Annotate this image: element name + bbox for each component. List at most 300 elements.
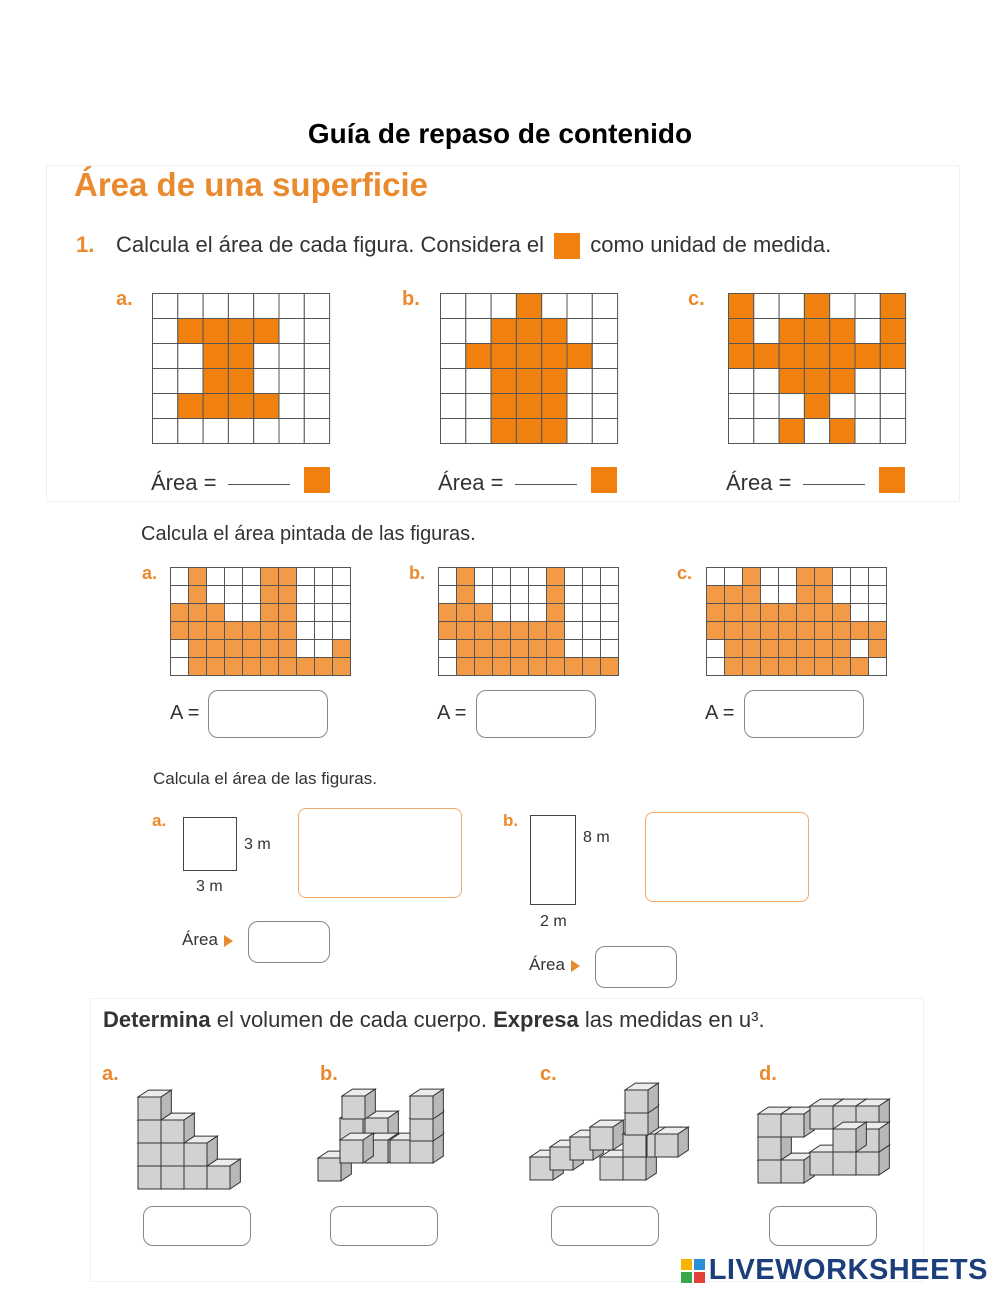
grid-cell-filled [254, 394, 279, 419]
grid-cell-filled [779, 344, 804, 369]
grid-cell-filled [830, 319, 855, 344]
grid-cell-filled [279, 622, 297, 640]
grid-cell-filled [707, 622, 725, 640]
item-label-b: b. [320, 1063, 338, 1085]
item-label-c: c. [540, 1063, 557, 1085]
grid-cell-filled [779, 658, 797, 676]
grid-cell [830, 294, 855, 319]
cube-face [655, 1134, 678, 1157]
grid-cell [297, 568, 315, 586]
cube-face [138, 1097, 161, 1120]
instruction-before: Calcula el área de cada figura. Considera el [116, 232, 545, 257]
grid-cell [833, 568, 851, 586]
cube-face [410, 1140, 433, 1163]
grid-cell [779, 394, 804, 419]
grid-cell [333, 604, 351, 622]
grid-cell [333, 568, 351, 586]
grid-cell-filled [547, 604, 565, 622]
cube-face [810, 1152, 833, 1175]
cube-face [410, 1096, 433, 1119]
grid-cell-filled [729, 294, 754, 319]
grid-cell [441, 394, 466, 419]
grid-cell [491, 294, 516, 319]
answer-blank-a[interactable] [228, 484, 290, 485]
grid-cell-filled [815, 640, 833, 658]
grid-cell [153, 344, 178, 369]
grid-cell [851, 568, 869, 586]
grid-cell [592, 294, 617, 319]
grid-cell [439, 568, 457, 586]
area-label: Área = [151, 470, 217, 495]
grid-cell-filled [725, 622, 743, 640]
grid-cell [880, 369, 905, 394]
grid-cell-filled [547, 568, 565, 586]
grid-cell-filled [228, 344, 253, 369]
grid-cell [304, 319, 329, 344]
grid-cell [279, 344, 304, 369]
grid-cell [254, 419, 279, 444]
grid-cell [441, 294, 466, 319]
grid-cell-filled [297, 658, 315, 676]
grid-cell-filled [203, 319, 228, 344]
grid-cell [171, 586, 189, 604]
grid-cell-filled [228, 369, 253, 394]
grid-cell-filled [779, 604, 797, 622]
grid-cell-filled [529, 640, 547, 658]
grid-cell-filled [225, 622, 243, 640]
cube-face [781, 1114, 804, 1137]
grid-cell-filled [279, 640, 297, 658]
grid-cell [178, 369, 203, 394]
grid-cell-filled [797, 658, 815, 676]
grid-cell-filled [707, 586, 725, 604]
section4-instruction [103, 1007, 765, 1033]
area-label: A = [170, 702, 200, 724]
grid-cell [466, 369, 491, 394]
grid-cell [153, 319, 178, 344]
unit-square-icon [304, 467, 330, 493]
area-label: Área = [726, 470, 792, 495]
cube-face [138, 1143, 161, 1166]
grid-cell-filled [743, 586, 761, 604]
grid-cell-filled [315, 658, 333, 676]
grid-cell-filled [511, 622, 529, 640]
grid-cell [243, 586, 261, 604]
grid-cell [279, 319, 304, 344]
grid-cell-filled [207, 622, 225, 640]
cube-face [184, 1166, 207, 1189]
grid-cell-filled [833, 604, 851, 622]
grid-cell-filled [207, 658, 225, 676]
section1-heading: Área de una superficie [74, 166, 428, 203]
grid-cell [855, 369, 880, 394]
grid-cell [243, 568, 261, 586]
grid-cell-filled [228, 319, 253, 344]
grid-cell [153, 369, 178, 394]
area-label: Área [529, 955, 565, 974]
grid-cell-filled [797, 586, 815, 604]
grid-cell [707, 568, 725, 586]
grid-cell [729, 419, 754, 444]
grid-cell [304, 394, 329, 419]
cube-figure-c [525, 1082, 690, 1190]
cube-figure-b [310, 1078, 450, 1188]
cube-face [410, 1118, 433, 1141]
answer-box-4b[interactable] [330, 1206, 438, 1246]
grid-cell-filled [851, 658, 869, 676]
grid-cell [869, 586, 887, 604]
cube-face [623, 1157, 646, 1180]
grid-cell [153, 419, 178, 444]
grid-cell [754, 419, 779, 444]
grid-cell [529, 568, 547, 586]
grid-cell-filled [830, 344, 855, 369]
item-label-a: a. [102, 1063, 119, 1085]
grid-cell-filled [475, 604, 493, 622]
grid-1c [728, 293, 907, 445]
grid-cell-filled [203, 394, 228, 419]
grid-cell [529, 604, 547, 622]
grid-cell-filled [855, 344, 880, 369]
grid-cell-filled [243, 622, 261, 640]
grid-cell [855, 294, 880, 319]
grid-cell-filled [171, 604, 189, 622]
grid-cell [279, 419, 304, 444]
unit-square-icon [879, 467, 905, 493]
grid-cell-filled [189, 568, 207, 586]
grid-cell [707, 640, 725, 658]
item-label-b: b. [503, 811, 519, 830]
grid-cell [725, 568, 743, 586]
grid-cell-filled [815, 568, 833, 586]
instruction-after: como unidad de medida. [590, 232, 832, 257]
grid-cell [297, 604, 315, 622]
square-shape [183, 817, 237, 871]
liveworksheets-logo[interactable] [681, 1254, 988, 1287]
grid-cell [707, 658, 725, 676]
grid-cell-filled [567, 344, 592, 369]
grid-cell [153, 394, 178, 419]
grid-cell [441, 419, 466, 444]
grid-cell-filled [754, 344, 779, 369]
grid-cell-filled [457, 604, 475, 622]
grid-cell-filled [475, 622, 493, 640]
section3-instruction: Calcula el área de las figuras. [153, 769, 377, 788]
grid-cell-filled [207, 640, 225, 658]
grid-cell-filled [797, 640, 815, 658]
item-label-d: d. [759, 1063, 777, 1085]
grid-cell [601, 604, 619, 622]
side-label-a: 3 m [244, 836, 271, 853]
grid-cell-filled [830, 419, 855, 444]
grid-cell [493, 604, 511, 622]
area-label: A = [705, 702, 735, 724]
grid-cell-filled [228, 394, 253, 419]
grid-cell-filled [457, 622, 475, 640]
work-box-b[interactable] [645, 812, 809, 902]
work-box-a[interactable] [298, 808, 462, 898]
grid-cell-filled [797, 622, 815, 640]
grid-cell [315, 568, 333, 586]
area-answer-b [438, 470, 577, 496]
grid-cell [225, 568, 243, 586]
answer-blank-c[interactable] [803, 484, 865, 485]
grid-cell-filled [243, 658, 261, 676]
grid-cell [439, 658, 457, 676]
grid-cell [228, 419, 253, 444]
grid-cell [243, 604, 261, 622]
grid-cell [225, 586, 243, 604]
grid-cell [565, 568, 583, 586]
grid-cell [567, 419, 592, 444]
grid-cell [304, 419, 329, 444]
grid-cell [567, 319, 592, 344]
grid-cell-filled [779, 640, 797, 658]
cube-face [758, 1160, 781, 1183]
grid-cell [754, 369, 779, 394]
grid-cell [304, 369, 329, 394]
grid-cell-filled [203, 369, 228, 394]
cube-face [161, 1166, 184, 1189]
grid-cell [855, 419, 880, 444]
grid-cell [207, 568, 225, 586]
area-label: Área = [438, 470, 504, 495]
grid-cell [297, 640, 315, 658]
grid-cell [855, 394, 880, 419]
grid-cell [178, 419, 203, 444]
grid-cell [207, 586, 225, 604]
answer-box-2c[interactable] [744, 690, 864, 738]
grid-cell [583, 604, 601, 622]
grid-cell-filled [261, 586, 279, 604]
grid-cell [880, 419, 905, 444]
grid-cell-filled [254, 319, 279, 344]
grid-cell-filled [547, 658, 565, 676]
grid-cell [601, 586, 619, 604]
answer-box-2b[interactable] [476, 690, 596, 738]
grid-cell-filled [779, 369, 804, 394]
grid-cell [297, 586, 315, 604]
grid-cell [729, 369, 754, 394]
grid-cell-filled [869, 640, 887, 658]
item-label-a: a. [142, 563, 158, 583]
item-label-a: a. [116, 288, 133, 310]
cube-face [161, 1120, 184, 1143]
grid-cell [493, 568, 511, 586]
area-arrow-label-b [529, 955, 580, 975]
grid-cell-filled [815, 622, 833, 640]
grid-1a [152, 293, 331, 445]
cube-face [318, 1158, 341, 1181]
grid-cell-filled [466, 344, 491, 369]
grid-cell-filled [851, 622, 869, 640]
grid-cell [565, 622, 583, 640]
grid-cell-filled [815, 604, 833, 622]
grid-cell [178, 344, 203, 369]
grid-cell [830, 394, 855, 419]
grid-cell [592, 344, 617, 369]
answer-box-4d[interactable] [769, 1206, 877, 1246]
grid-cell-filled [880, 294, 905, 319]
grid-cell [279, 294, 304, 319]
grid-cell [565, 586, 583, 604]
grid-cell-filled [261, 658, 279, 676]
grid-cell [225, 604, 243, 622]
cube-face [623, 1134, 646, 1157]
grid-cell [754, 319, 779, 344]
grid-cell [542, 294, 567, 319]
grid-cell-filled [189, 622, 207, 640]
page-title: Guía de repaso de contenido [307, 118, 693, 149]
grid-cell-filled [833, 622, 851, 640]
grid-cell [855, 319, 880, 344]
grid-cell [592, 319, 617, 344]
question-number: 1. [76, 232, 95, 257]
grid-cell-filled [729, 344, 754, 369]
grid-cell-filled [743, 568, 761, 586]
grid-cell-filled [725, 658, 743, 676]
cube-face [625, 1090, 648, 1113]
unit-square-icon [591, 467, 617, 493]
grid-cell-filled [203, 344, 228, 369]
grid-cell [439, 586, 457, 604]
grid-2a [170, 567, 352, 677]
grid-cell-filled [542, 419, 567, 444]
section1-instruction [116, 232, 831, 259]
grid-cell-filled [761, 604, 779, 622]
grid-cell [171, 658, 189, 676]
grid-cell [203, 419, 228, 444]
answer-box-3a[interactable] [248, 921, 330, 963]
grid-cell [475, 586, 493, 604]
grid-cell [254, 369, 279, 394]
grid-cell-filled [511, 640, 529, 658]
grid-cell-filled [833, 640, 851, 658]
grid-cell-filled [542, 319, 567, 344]
grid-cell-filled [261, 640, 279, 658]
grid-cell-filled [804, 319, 829, 344]
cube-face [138, 1120, 161, 1143]
grid-cell-filled [743, 622, 761, 640]
grid-cell [475, 568, 493, 586]
grid-cell [511, 586, 529, 604]
grid-cell [804, 419, 829, 444]
grid-cell [511, 568, 529, 586]
area-answer-a [151, 470, 290, 496]
cube-face [625, 1112, 648, 1135]
grid-cell-filled [491, 344, 516, 369]
cube-face [590, 1127, 613, 1150]
answer-box-2a[interactable] [208, 690, 328, 738]
grid-cell [851, 586, 869, 604]
grid-cell-filled [815, 586, 833, 604]
grid-cell [754, 294, 779, 319]
unit-square-icon [554, 233, 580, 259]
bottom-label-a: 3 m [196, 878, 223, 895]
grid-cell [304, 294, 329, 319]
grid-cell-filled [225, 640, 243, 658]
grid-cell [315, 622, 333, 640]
cube-face [138, 1166, 161, 1189]
cube-face [184, 1143, 207, 1166]
grid-cell [304, 344, 329, 369]
area-label: A = [437, 702, 467, 724]
grid-1b [440, 293, 619, 445]
grid-cell [203, 294, 228, 319]
grid-cell [178, 294, 203, 319]
grid-cell [880, 394, 905, 419]
rectangle-shape [530, 815, 576, 905]
grid-cell [254, 294, 279, 319]
answer-box-3b[interactable] [595, 946, 677, 988]
cube-face [810, 1106, 833, 1129]
answer-blank-b[interactable] [515, 484, 577, 485]
cube-face [207, 1166, 230, 1189]
arrow-right-icon [571, 960, 580, 972]
grid-cell [441, 344, 466, 369]
bottom-label-b: 2 m [540, 913, 567, 930]
grid-cell [228, 294, 253, 319]
grid-cell-filled [583, 658, 601, 676]
grid-cell-filled [279, 604, 297, 622]
grid-cell-filled [833, 658, 851, 676]
answer-box-4c[interactable] [551, 1206, 659, 1246]
grid-cell-filled [779, 419, 804, 444]
grid-cell-filled [493, 658, 511, 676]
grid-cell-filled [725, 640, 743, 658]
instruction-bold: Determina [103, 1007, 211, 1032]
grid-cell-filled [830, 369, 855, 394]
cube-face [758, 1114, 781, 1137]
answer-box-4a[interactable] [143, 1206, 251, 1246]
instruction-bold: Expresa [493, 1007, 579, 1032]
grid-cell [869, 568, 887, 586]
grid-cell-filled [804, 294, 829, 319]
grid-cell [171, 568, 189, 586]
grid-cell [779, 568, 797, 586]
grid-cell [511, 604, 529, 622]
grid-cell-filled [261, 604, 279, 622]
grid-cell-filled [279, 658, 297, 676]
grid-cell-filled [261, 622, 279, 640]
grid-cell [493, 586, 511, 604]
grid-cell [592, 394, 617, 419]
grid-cell [592, 369, 617, 394]
grid-cell [761, 586, 779, 604]
grid-cell [583, 568, 601, 586]
grid-cell [833, 586, 851, 604]
grid-cell [333, 622, 351, 640]
grid-cell-filled [797, 568, 815, 586]
grid-cell-filled [491, 419, 516, 444]
grid-cell-filled [725, 604, 743, 622]
grid-cell-filled [804, 394, 829, 419]
grid-cell [441, 319, 466, 344]
grid-cell-filled [457, 586, 475, 604]
grid-cell-filled [707, 604, 725, 622]
watermark-text: LIVEWORKSHEETS [708, 1254, 988, 1286]
instruction-text: las medidas en u³. [578, 1007, 765, 1032]
grid-cell-filled [457, 640, 475, 658]
grid-cell [779, 294, 804, 319]
item-label-c: c. [677, 563, 693, 583]
grid-cell-filled [189, 640, 207, 658]
grid-cell [583, 640, 601, 658]
grid-cell-filled [565, 658, 583, 676]
grid-cell [466, 394, 491, 419]
arrow-right-icon [224, 935, 233, 947]
grid-cell-filled [547, 640, 565, 658]
